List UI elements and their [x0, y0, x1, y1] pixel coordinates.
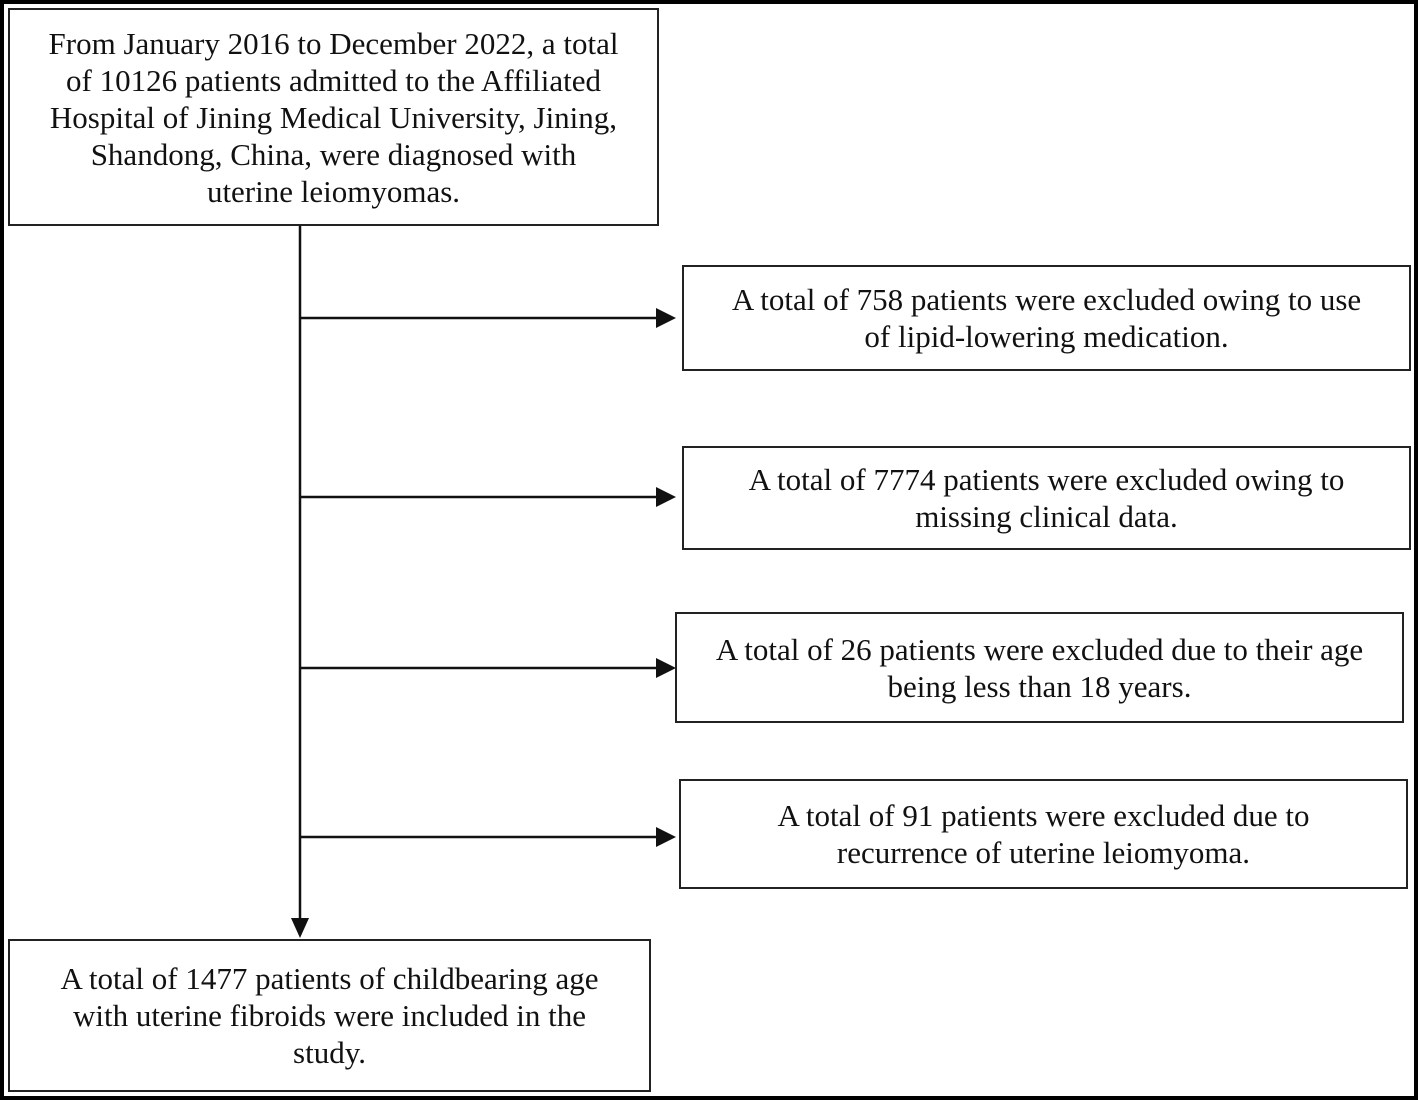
exclusion-arrowhead-1 — [656, 308, 676, 328]
exclusion-text-missing-data: A total of 7774 patients were excluded owing to missing clinical data. — [748, 462, 1345, 534]
exclusion-arrowhead-3 — [656, 658, 676, 678]
initial-cohort-box — [8, 8, 659, 226]
main-flow-arrowhead — [291, 918, 309, 938]
exclusion-box-lipid-medication — [682, 265, 1411, 371]
exclusion-text-recurrence: A total of 91 patients were excluded due to recurrence of uterine leiomyoma. — [777, 798, 1310, 870]
exclusion-box-recurrence — [679, 779, 1408, 889]
exclusion-arrowhead-2 — [656, 487, 676, 507]
final-cohort-text: A total of 1477 patients of childbearing age with uterine fibroids were included in the study. — [60, 961, 599, 1070]
exclusion-box-age — [675, 612, 1404, 723]
exclusion-box-missing-data — [682, 446, 1411, 550]
initial-cohort-text: From January 2016 to December 2022, a total of 10126 patients admitted to the Affiliated Hospital of Jining Medical University, Jining, Shandong, China, were diagnosed with uterine leiomyomas. — [48, 25, 619, 209]
exclusion-arrowhead-4 — [656, 827, 676, 847]
exclusion-text-lipid-medication: A total of 758 patients were excluded owing to use of lipid-lowering medication. — [731, 282, 1362, 354]
final-cohort-box — [8, 939, 651, 1092]
exclusion-text-age: A total of 26 patients were excluded due to their age being less than 18 years. — [715, 631, 1364, 704]
